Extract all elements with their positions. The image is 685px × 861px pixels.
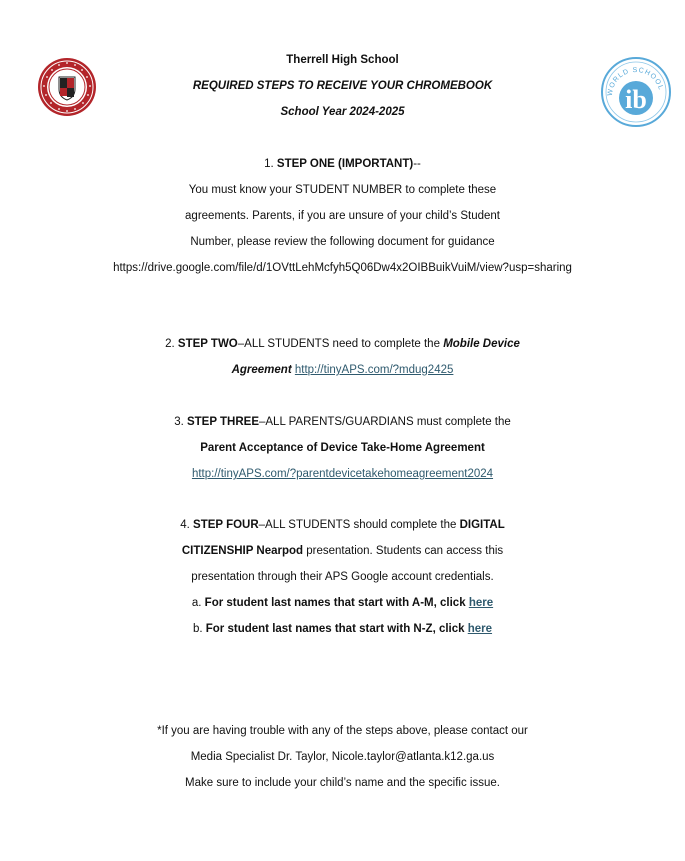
school-year: School Year 2024-2025: [280, 106, 405, 118]
step-one-line1: You must know your STUDENT NUMBER to complete these: [188, 184, 497, 196]
here-link-a-m[interactable]: here: [468, 597, 494, 609]
here-link-n-z[interactable]: here: [467, 623, 493, 635]
step-four-line2: CITIZENSHIP Nearpod presentation. Students can access this: [181, 545, 504, 557]
step-one-heading: 1. STEP ONE (IMPORTANT)--: [264, 158, 421, 170]
footer-contact: Media Specialist Dr. Taylor, Nicole.taylor@atlanta.k12.ga.us: [190, 751, 495, 763]
ib-ring-text: WORLD SCHOOL: [606, 66, 665, 97]
page-title: REQUIRED STEPS TO RECEIVE YOUR CHROMEBOOK: [192, 80, 493, 92]
step-four-heading: 4. STEP FOUR–ALL STUDENTS should complete the DIGITAL: [180, 519, 505, 531]
step-three-heading: 3. STEP THREE–ALL PARENTS/GUARDIANS must complete the: [174, 416, 511, 428]
step-one-line2: agreements. Parents, if you are unsure of your child’s Student: [185, 210, 500, 222]
footer-line3: Make sure to include your child’s name and the specific issue.: [185, 777, 500, 789]
footer-line1: *If you are having trouble with any of the steps above, please contact our: [157, 725, 528, 737]
step-two-heading: 2. STEP TWO–ALL STUDENTS need to complete the Mobile Device: [165, 338, 520, 350]
parent-agreement-link[interactable]: http://tinyAPS.com/?parentdevicetakehomeagreement2024: [191, 468, 494, 480]
step-four-line3: presentation through their APS Google account credentials.: [191, 571, 494, 583]
step-three-line3: [0, 466, 685, 482]
step-four-sub-b: b. For student last names that start with N-Z, click here: [192, 623, 493, 635]
step-one-line3: Number, please review the following document for guidance: [190, 236, 495, 248]
step-four-sub-a: a. For student last names that start with A-M, click here: [191, 597, 494, 609]
step-two-line2: Agreement http://tinyAPS.com/?mdug2425: [231, 364, 454, 376]
ib-letters: ib: [625, 85, 647, 114]
step-three-doc: Parent Acceptance of Device Take-Home Agreement: [200, 442, 485, 454]
school-name: Therrell High School: [286, 54, 399, 66]
mobile-device-agreement-link[interactable]: http://tinyAPS.com/?mdug2425: [294, 364, 454, 376]
step-one-url[interactable]: https://drive.google.com/file/d/1OVttLehMcfyh5Q06Dw4x2OIBBuikVuiM/view?usp=sharing: [113, 262, 572, 274]
